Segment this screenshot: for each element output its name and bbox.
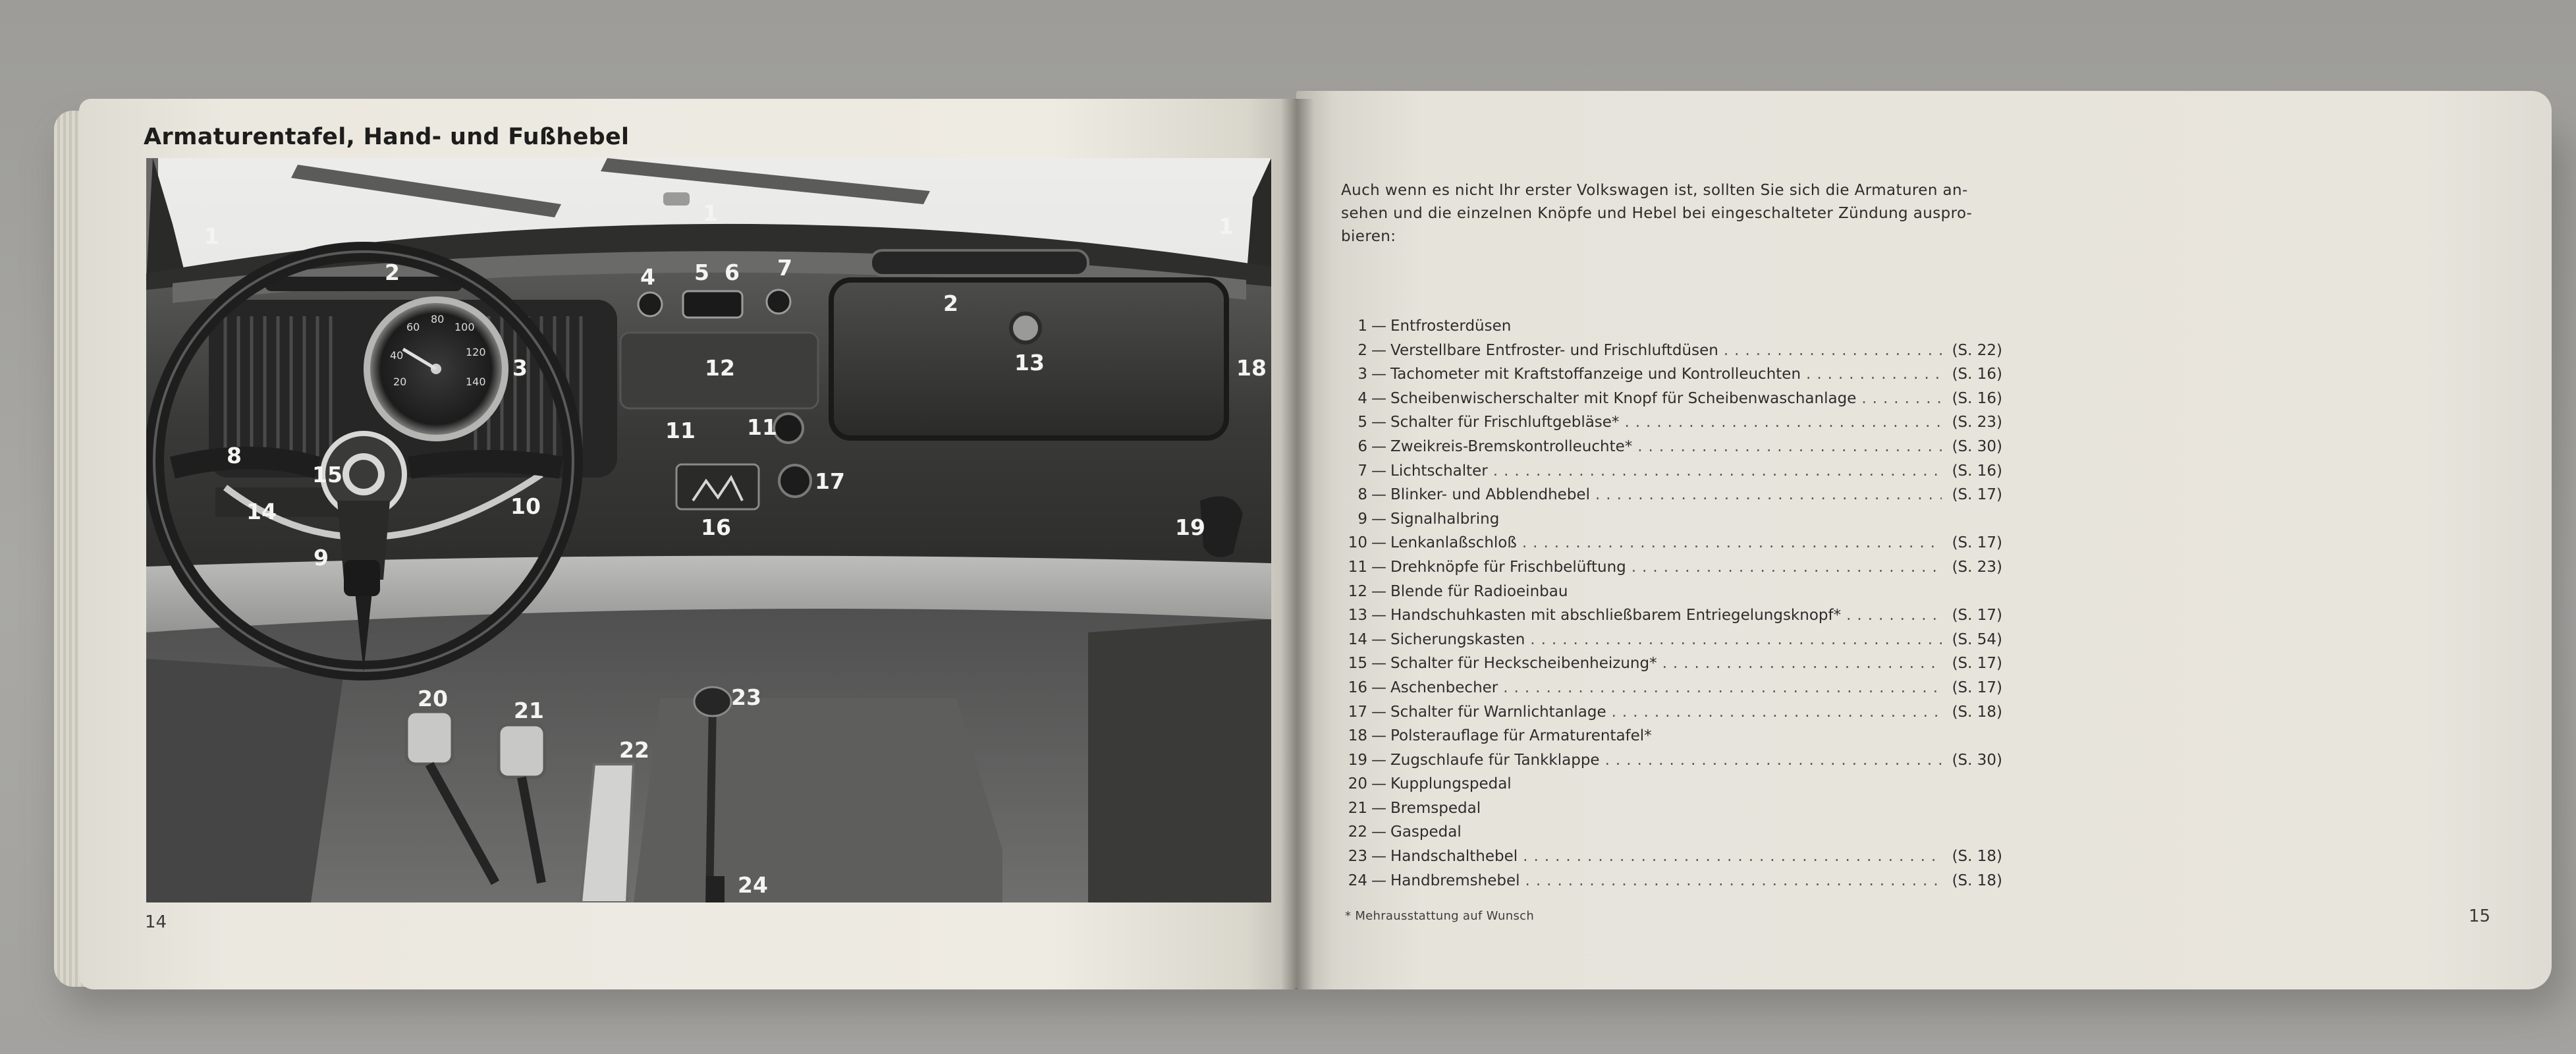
legend-dash: —	[1371, 655, 1386, 673]
legend-number: 18	[1348, 727, 1367, 745]
legend-dash: —	[1371, 318, 1386, 335]
intro-paragraph: Auch wenn es nicht Ihr erster Volkswagen ist, sollten Sie sich die Armaturen ansehen und die einzelnen Knöpfe und Hebel bei eingeschalteter Zündung ausprobieren:	[1341, 182, 1972, 245]
legend-list	[1344, 318, 2002, 896]
legend-number: 24	[1348, 872, 1367, 889]
callout-18: 18	[1236, 355, 1267, 381]
callout-16: 16	[701, 514, 731, 540]
leader-dots	[1595, 486, 1942, 503]
legend-label: Entfrosterdüsen	[1390, 318, 1512, 335]
legend-item	[1344, 438, 2002, 462]
legend-number: 20	[1348, 775, 1367, 793]
legend-item	[1344, 390, 2002, 414]
legend-dash: —	[1371, 341, 1386, 359]
legend-label: Aschenbecher	[1390, 679, 1498, 696]
footnote: * Mehrausstattung auf Wunsch	[1345, 909, 1535, 923]
callout-20: 20	[418, 686, 448, 711]
legend-page-ref: (S. 17)	[1952, 607, 2002, 624]
legend-item	[1344, 752, 2002, 776]
legend-number: 7	[1357, 462, 1367, 480]
leader-dots	[1806, 366, 1942, 383]
callout-24: 24	[738, 872, 768, 898]
legend-item	[1344, 872, 2002, 897]
legend-dash: —	[1371, 799, 1386, 817]
legend-label: Bremspedal	[1390, 799, 1481, 817]
leader-dots	[1662, 655, 1942, 672]
legend-item	[1344, 366, 2002, 390]
callout-23: 23	[731, 684, 761, 710]
svg-text:60: 60	[406, 321, 420, 333]
legend-dash: —	[1371, 703, 1386, 721]
callout-10: 10	[510, 493, 541, 519]
dashboard-photo	[146, 158, 1271, 902]
legend-dash: —	[1371, 775, 1386, 793]
leader-dots	[1605, 752, 1942, 769]
brake-pedal	[499, 725, 545, 777]
legend-number: 2	[1357, 341, 1367, 359]
callout-11: 11	[747, 414, 777, 440]
legend-label: Signalhalbring	[1390, 510, 1500, 528]
legend-number: 21	[1348, 799, 1367, 817]
callout-2: 2	[385, 260, 400, 285]
legend-item	[1344, 655, 2002, 679]
callout-15: 15	[312, 462, 343, 487]
callout-13: 13	[1014, 350, 1045, 375]
legend-dash: —	[1371, 630, 1386, 648]
legend-dash: —	[1371, 848, 1386, 866]
legend-item	[1344, 823, 2002, 848]
callout-17: 17	[815, 468, 845, 494]
legend-number: 14	[1348, 630, 1367, 648]
legend-label: Zugschlaufe für Tankklappe	[1390, 751, 1600, 769]
leader-dots	[1724, 342, 1942, 359]
svg-text:20: 20	[393, 375, 407, 388]
legend-dash: —	[1371, 727, 1386, 745]
legend-label: Schalter für Frischluftgebläse*	[1390, 414, 1620, 431]
legend-item	[1344, 511, 2002, 535]
legend-label: Kupplungspedal	[1390, 775, 1512, 793]
legend-dash: —	[1371, 534, 1386, 552]
legend-label: Schalter für Warnlichtanlage	[1390, 703, 1606, 721]
legend-label: Schalter für Heckscheibenheizung*	[1390, 655, 1657, 673]
legend-label: Blende für Radioeinbau	[1390, 582, 1568, 600]
legend-label: Scheibenwischerschalter mit Knopf für Scheibenwaschanlage	[1390, 389, 1857, 407]
svg-text:100: 100	[454, 321, 475, 333]
legend-label: Handschuhkasten mit abschließbarem Entriegelungsknopf*	[1390, 607, 1842, 624]
legend-page-ref: (S. 16)	[1952, 462, 2002, 480]
legend-label: Gaspedal	[1390, 823, 1462, 841]
legend-dash: —	[1371, 751, 1386, 769]
callout-22: 22	[619, 737, 649, 763]
legend-dash: —	[1371, 437, 1386, 455]
leader-dots	[1530, 631, 1942, 648]
callout-3: 3	[512, 355, 528, 381]
leader-dots	[1637, 438, 1942, 455]
legend-number: 12	[1348, 582, 1367, 600]
leader-dots	[1846, 607, 1942, 624]
svg-text:120: 120	[466, 346, 486, 358]
legend-dash: —	[1371, 366, 1386, 383]
callout-9: 9	[314, 545, 329, 570]
page-title: Armaturentafel, Hand- und Fußhebel	[144, 124, 630, 150]
legend-page-ref: (S. 22)	[1952, 341, 2002, 359]
legend-item	[1344, 534, 2002, 559]
legend-dash: —	[1371, 414, 1386, 431]
legend-number: 23	[1348, 848, 1367, 866]
legend-number: 8	[1357, 486, 1367, 504]
legend-number: 13	[1348, 607, 1367, 624]
leader-dots	[1861, 390, 1942, 407]
gear-shifter	[709, 705, 713, 902]
legend-label: Sicherungskasten	[1390, 630, 1525, 648]
legend-item	[1344, 679, 2002, 704]
legend-page-ref: (S. 30)	[1952, 751, 2002, 769]
callout-1: 1	[703, 200, 718, 226]
legend-item	[1344, 848, 2002, 872]
legend-dash: —	[1371, 558, 1386, 576]
legend-item	[1344, 631, 2002, 655]
legend-dash: —	[1371, 389, 1386, 407]
legend-item	[1344, 559, 2002, 583]
legend-item	[1344, 775, 2002, 800]
svg-text:40: 40	[390, 349, 404, 362]
legend-dash: —	[1371, 462, 1386, 480]
legend-label: Tachometer mit Kraftstoffanzeige und Kontrolleuchten	[1390, 366, 1801, 383]
legend-label: Blinker- und Abblendhebel	[1390, 486, 1590, 504]
leader-dots	[1523, 848, 1942, 865]
legend-number: 11	[1348, 558, 1367, 576]
callout-1: 1	[1219, 213, 1234, 239]
callout-5: 5	[694, 260, 709, 285]
legend-page-ref: (S. 16)	[1952, 366, 2002, 383]
legend-number: 9	[1357, 510, 1367, 528]
legend-page-ref: (S. 18)	[1952, 848, 2002, 866]
legend-item	[1344, 607, 2002, 631]
legend-item	[1344, 318, 2002, 342]
legend-label: Handbremshebel	[1390, 872, 1520, 889]
legend-number: 19	[1348, 751, 1367, 769]
leader-dots	[1522, 534, 1942, 551]
legend-page-ref: (S. 16)	[1952, 389, 2002, 407]
legend-item	[1344, 342, 2002, 366]
legend-item	[1344, 800, 2002, 824]
legend-label: Lenkanlaßschloß	[1390, 534, 1517, 552]
legend-dash: —	[1371, 607, 1386, 624]
svg-text:140: 140	[466, 375, 486, 388]
leader-dots	[1631, 559, 1942, 576]
leader-dots	[1493, 462, 1942, 480]
legend-item	[1344, 486, 2002, 511]
legend-dash: —	[1371, 486, 1386, 504]
legend-label: Polsterauflage für Armaturentafel*	[1390, 727, 1652, 745]
legend-dash: —	[1371, 510, 1386, 528]
legend-item	[1344, 414, 2002, 438]
callout-4: 4	[640, 264, 655, 290]
legend-number: 4	[1357, 389, 1367, 407]
leader-dots	[1525, 872, 1942, 889]
page-number-right: 15	[2469, 906, 2491, 926]
legend-label: Drehknöpfe für Frischbelüftung	[1390, 558, 1626, 576]
legend-page-ref: (S. 23)	[1952, 558, 2002, 576]
legend-number: 22	[1348, 823, 1367, 841]
legend-page-ref: (S. 17)	[1952, 679, 2002, 696]
leader-dots	[1612, 704, 1942, 721]
legend-item	[1344, 583, 2002, 607]
legend-number: 10	[1348, 534, 1367, 552]
legend-number: 15	[1348, 655, 1367, 673]
legend-page-ref: (S. 17)	[1952, 534, 2002, 552]
legend-number: 5	[1357, 414, 1367, 431]
ashtray	[676, 464, 759, 509]
legend-dash: —	[1371, 872, 1386, 889]
callout-2: 2	[943, 291, 958, 316]
legend-label: Verstellbare Entfroster- und Frischluftdüsen	[1390, 341, 1718, 359]
legend-number: 6	[1357, 437, 1367, 455]
svg-text:80: 80	[431, 313, 445, 325]
clutch-pedal	[406, 711, 452, 764]
legend-dash: —	[1371, 823, 1386, 841]
callout-8: 8	[227, 443, 242, 468]
callout-6: 6	[725, 260, 740, 285]
leader-dots	[1624, 414, 1942, 431]
callout-12: 12	[705, 355, 735, 381]
callout-19: 19	[1175, 514, 1205, 540]
legend-page-ref: (S. 17)	[1952, 655, 2002, 673]
legend-number: 17	[1348, 703, 1367, 721]
callout-11: 11	[665, 418, 696, 443]
legend-number: 1	[1357, 318, 1367, 335]
callout-14: 14	[246, 499, 277, 524]
legend-page-ref: (S. 17)	[1952, 486, 2002, 504]
callout-21: 21	[514, 698, 544, 723]
legend-page-ref: (S. 18)	[1952, 872, 2002, 889]
legend-page-ref: (S. 30)	[1952, 437, 2002, 455]
legend-item	[1344, 727, 2002, 752]
legend-dash: —	[1371, 679, 1386, 696]
legend-label: Zweikreis-Bremskontrolleuchte*	[1390, 437, 1633, 455]
legend-number: 3	[1357, 366, 1367, 383]
legend-dash: —	[1371, 582, 1386, 600]
leader-dots	[1503, 679, 1942, 696]
book-gutter	[1281, 99, 1314, 989]
legend-item	[1344, 704, 2002, 728]
legend-label: Lichtschalter	[1390, 462, 1488, 480]
legend-page-ref: (S. 23)	[1952, 414, 2002, 431]
legend-label: Handschalthebel	[1390, 848, 1518, 866]
callout-1: 1	[204, 223, 219, 249]
legend-number: 16	[1348, 679, 1367, 696]
page-number-left: 14	[145, 912, 167, 932]
callout-7: 7	[777, 255, 792, 281]
legend-page-ref: (S. 54)	[1952, 630, 2002, 648]
legend-item	[1344, 462, 2002, 487]
legend-page-ref: (S. 18)	[1952, 703, 2002, 721]
